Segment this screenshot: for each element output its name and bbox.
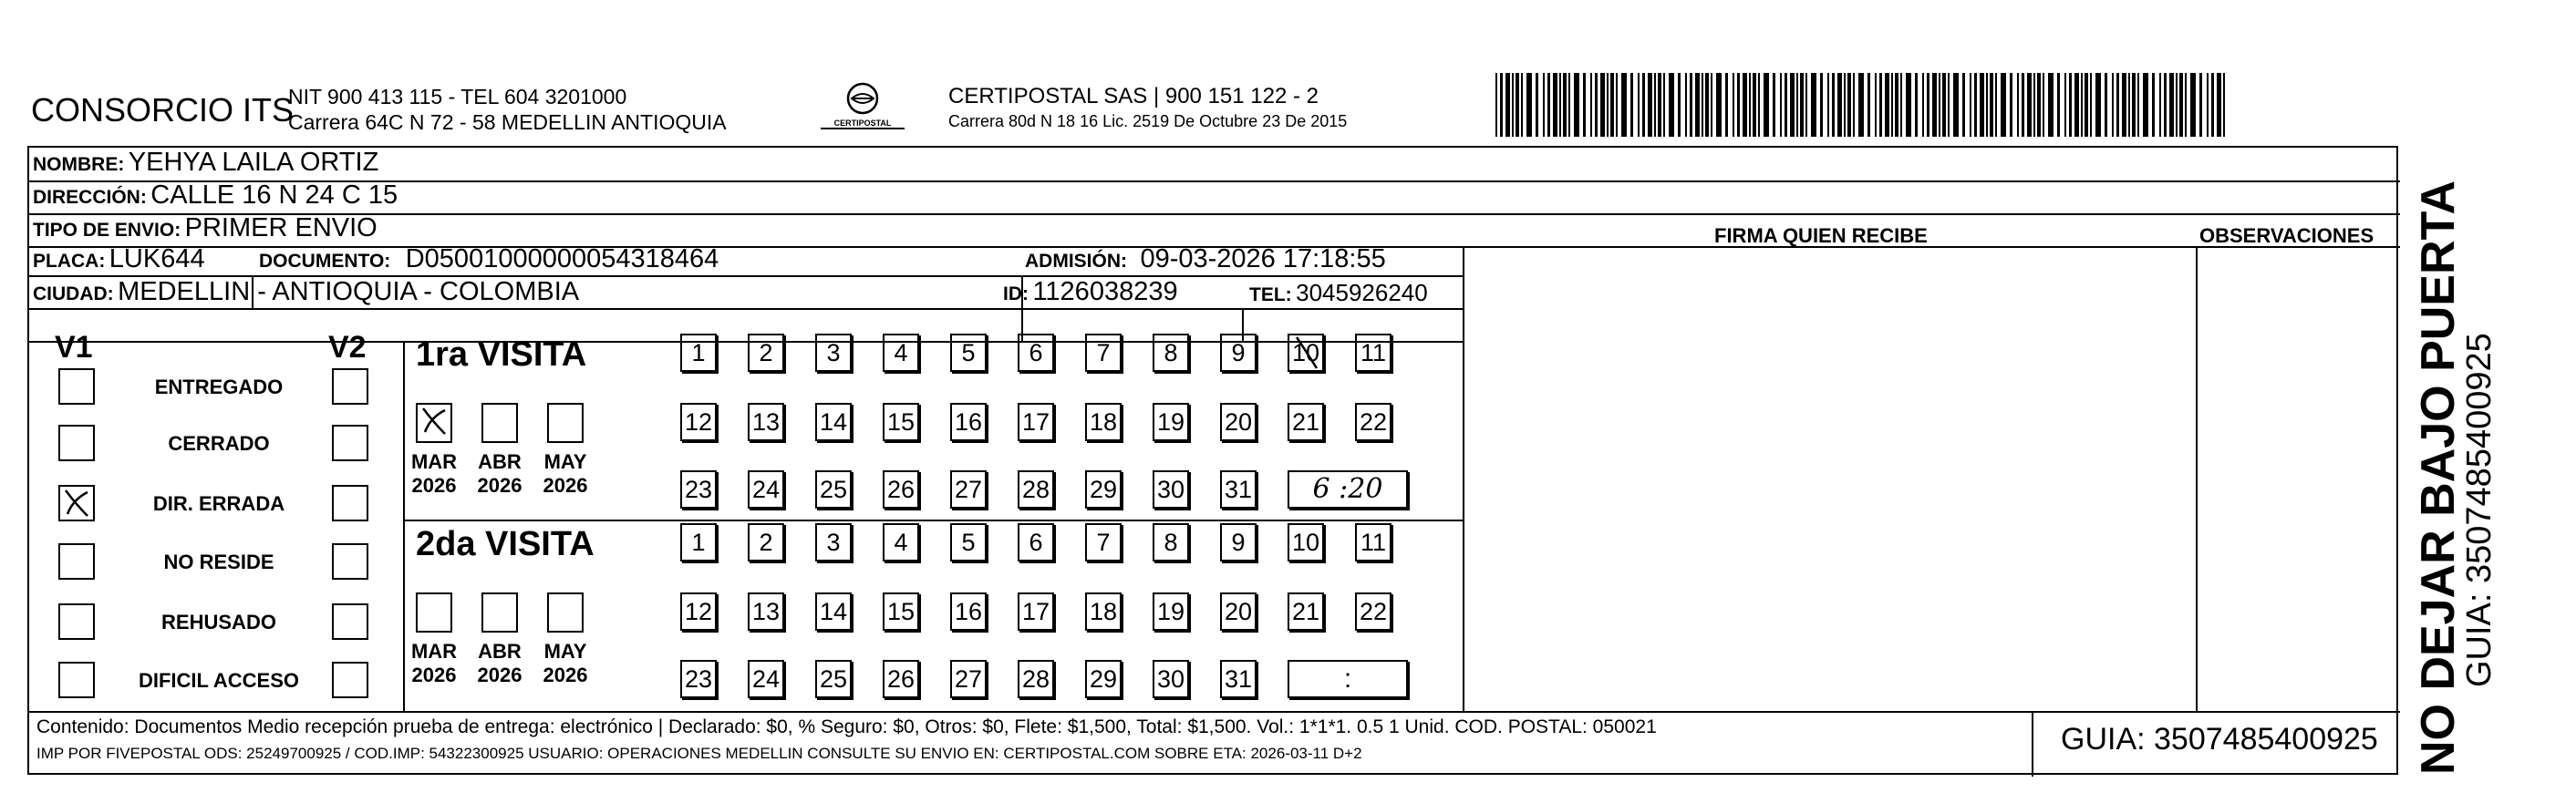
placa-value: LUK644 <box>109 244 205 273</box>
time-box[interactable]: : <box>1288 660 1408 698</box>
visit-title: 1ra VISITA <box>416 335 587 374</box>
day-box[interactable]: 10 <box>1288 334 1324 372</box>
day-box[interactable]: 29 <box>1085 470 1122 509</box>
month-year: 2026 <box>477 664 522 686</box>
company-address: Carrera 64C N 72 - 58 MEDELLIN ANTIOQUIA <box>288 110 727 134</box>
day-box[interactable]: 13 <box>748 403 784 441</box>
nombre-field <box>33 148 378 178</box>
day-box[interactable]: 31 <box>1220 470 1257 509</box>
company-nit: NIT 900 413 115 - TEL 604 3201000 <box>288 85 627 108</box>
direccion-field <box>33 180 398 211</box>
day-box[interactable]: 25 <box>815 660 852 698</box>
nombre-label: NOMBRE: <box>33 154 125 175</box>
day-box[interactable]: 19 <box>1153 592 1189 631</box>
day-box[interactable]: 2 <box>748 334 784 372</box>
month-name: ABR <box>478 640 522 663</box>
logo-text: CERTIPOSTAL <box>821 118 905 129</box>
time-box[interactable]: 6 :20 <box>1288 470 1408 509</box>
month-year: 2026 <box>411 664 457 686</box>
visit-title: 2da VISITA <box>416 525 595 563</box>
status-v1-checkbox[interactable] <box>58 543 95 580</box>
status-v2-checkbox[interactable] <box>332 485 368 521</box>
month-checkbox[interactable] <box>547 403 584 443</box>
footer-content: Contenido: Documentos Medio recepción prueba de entrega: electrónico | Declarado: $0, % Seguro: $0, Otros: $0, Flete: $1,500, Total: $1,500. Vol.: 1*1*1. 0.5 1 Unid. COD. POSTAL: 050021 <box>36 716 1657 737</box>
day-box[interactable]: 23 <box>680 470 717 509</box>
day-box[interactable]: 15 <box>883 403 919 441</box>
tel-label: TEL: <box>1249 284 1292 305</box>
month-label <box>538 640 593 687</box>
ciudad-label: CIUDAD: <box>33 283 114 304</box>
month-name: MAY <box>543 450 587 473</box>
day-box[interactable]: 13 <box>748 592 784 631</box>
nombre-value: YEHYA LAILA ORTIZ <box>128 148 379 177</box>
direccion-label: DIRECCIÓN: <box>33 187 147 208</box>
day-box[interactable]: 15 <box>883 592 919 631</box>
side-panel <box>2407 146 2508 775</box>
month-checkbox[interactable] <box>481 403 518 443</box>
placa-label: PLACA: <box>33 251 106 272</box>
tel-field <box>1249 279 1428 307</box>
v1-header: V1 <box>55 330 93 365</box>
day-box[interactable]: 30 <box>1153 660 1189 698</box>
day-box[interactable]: 26 <box>883 470 919 509</box>
day-box[interactable]: 24 <box>748 660 784 698</box>
day-box[interactable]: 9 <box>1220 334 1257 372</box>
day-box[interactable]: 5 <box>950 334 987 372</box>
id-value: 1126038239 <box>1032 277 1178 306</box>
day-box[interactable]: 1 <box>680 523 717 561</box>
month-label <box>407 640 461 687</box>
day-box[interactable]: 31 <box>1220 660 1257 698</box>
day-box[interactable]: 21 <box>1288 592 1324 631</box>
day-box[interactable]: 26 <box>883 660 919 698</box>
month-label <box>472 450 527 498</box>
month-checkbox[interactable] <box>416 592 452 633</box>
month-label <box>407 450 461 498</box>
documento-label: DOCUMENTO: <box>259 251 391 272</box>
day-box[interactable]: 8 <box>1153 334 1189 372</box>
month-name: MAR <box>410 640 458 663</box>
certipostal-logo <box>821 78 905 139</box>
day-box[interactable]: 11 <box>1355 523 1391 561</box>
footer-guia: GUIA: 3507485400925 <box>2061 722 2378 757</box>
status-v1-checkbox[interactable] <box>58 425 95 461</box>
day-box[interactable]: 14 <box>815 592 852 631</box>
status-v1-checkbox[interactable] <box>58 368 95 405</box>
month-label <box>472 640 527 687</box>
day-box[interactable]: 2 <box>748 523 784 561</box>
guide-frame <box>27 146 2398 775</box>
day-box[interactable]: 22 <box>1355 403 1391 441</box>
day-box[interactable]: 17 <box>1018 403 1054 441</box>
id-field <box>1003 277 1178 307</box>
status-v1-checkbox[interactable] <box>58 662 95 698</box>
day-box[interactable]: 11 <box>1355 334 1391 372</box>
month-checkbox[interactable] <box>416 403 452 443</box>
month-year: 2026 <box>477 474 522 497</box>
documento-field <box>259 244 719 274</box>
documento-value: D05001000000054318464 <box>405 244 719 273</box>
day-box[interactable]: 17 <box>1018 592 1054 631</box>
month-checkbox[interactable] <box>547 592 584 633</box>
company-name: CONSORCIO ITS <box>31 91 295 129</box>
month-year: 2026 <box>543 474 588 497</box>
day-box[interactable]: 14 <box>815 403 852 441</box>
status-v2-checkbox[interactable] <box>332 543 368 580</box>
carrier-address: Carrera 80d N 18 16 Lic. 2519 De Octubre 23 De 2015 <box>948 112 1348 130</box>
tel-value: 3045926240 <box>1296 279 1428 306</box>
day-box[interactable]: 25 <box>815 470 852 509</box>
ciudad-value: MEDELLIN - ANTIOQUIA - COLOMBIA <box>118 277 580 306</box>
month-year: 2026 <box>543 664 588 686</box>
day-box[interactable]: 20 <box>1220 592 1257 631</box>
status-v2-checkbox[interactable] <box>332 368 368 405</box>
status-v1-checkbox[interactable] <box>58 485 95 521</box>
day-box[interactable]: 27 <box>950 470 987 509</box>
month-name: ABR <box>478 450 522 473</box>
carrier-name: CERTIPOSTAL SAS | 900 151 122 - 2 <box>948 84 1319 108</box>
day-box[interactable]: 6 <box>1018 523 1054 561</box>
footer-print-info: IMP POR FIVEPOSTAL ODS: 25249700925 / COD.IMP: 54322300925 USUARIO: OPERACIONES MEDELLIN CONSULTE SU ENVIO EN: CERTIPOSTAL.COM SOBRE ETA: 2026-03-11 D+2 <box>36 745 1362 762</box>
side-guia: GUIA: 3507485400925 <box>2460 333 2498 687</box>
day-box[interactable]: 3 <box>815 523 852 561</box>
day-box[interactable]: 6 <box>1018 334 1054 372</box>
day-box[interactable]: 16 <box>950 592 987 631</box>
firma-header: FIRMA QUIEN RECIBE <box>1714 224 1928 247</box>
carrier-info <box>948 84 1347 133</box>
v2-header: V2 <box>328 330 367 365</box>
day-box[interactable]: 22 <box>1355 592 1391 631</box>
day-box[interactable]: 12 <box>680 592 717 631</box>
direccion-value: CALLE 16 N 24 C 15 <box>150 180 398 210</box>
day-box[interactable]: 21 <box>1288 403 1324 441</box>
status-label: REHUSADO <box>161 611 276 633</box>
status-label: CERRADO <box>168 432 270 455</box>
id-label: ID: <box>1003 283 1029 304</box>
month-name: MAY <box>543 640 587 663</box>
day-box[interactable]: 7 <box>1085 523 1122 561</box>
admision-field <box>1025 244 1386 274</box>
status-label: ENTREGADO <box>154 376 284 398</box>
day-box[interactable]: 4 <box>883 334 919 372</box>
day-box[interactable]: 5 <box>950 523 987 561</box>
day-box[interactable]: 28 <box>1018 660 1054 698</box>
day-box[interactable]: 29 <box>1085 660 1122 698</box>
month-checkbox[interactable] <box>481 592 518 633</box>
tipo-envio-field <box>33 213 378 243</box>
day-box[interactable]: 30 <box>1153 470 1189 509</box>
day-box[interactable]: 20 <box>1220 403 1257 441</box>
status-label: DIFICIL ACCESO <box>138 669 299 692</box>
admision-value: 09-03-2026 17:18:55 <box>1140 244 1386 273</box>
status-v2-checkbox[interactable] <box>332 603 368 640</box>
status-label: NO RESIDE <box>163 551 274 573</box>
tipo-envio-value: PRIMER ENVIO <box>184 213 378 242</box>
day-box[interactable]: 9 <box>1220 523 1257 561</box>
side-warning: NO DEJAR BAJO PUERTA <box>2412 180 2465 775</box>
day-box[interactable]: 24 <box>748 470 784 509</box>
placa-field <box>33 244 205 274</box>
status-label: DIR. ERRADA <box>152 492 285 515</box>
day-box[interactable]: 23 <box>680 660 717 698</box>
day-box[interactable]: 19 <box>1153 403 1189 441</box>
admision-label: ADMISIÓN: <box>1025 251 1127 272</box>
observaciones-header: OBSERVACIONES <box>2199 224 2374 247</box>
month-label <box>538 450 593 498</box>
day-box[interactable]: 27 <box>950 660 987 698</box>
day-box[interactable]: 18 <box>1085 403 1122 441</box>
month-year: 2026 <box>411 474 457 497</box>
ciudad-field <box>33 277 579 307</box>
day-box[interactable]: 12 <box>680 403 717 441</box>
company-info <box>288 84 727 135</box>
status-v2-checkbox[interactable] <box>332 662 368 698</box>
status-v2-checkbox[interactable] <box>332 425 368 461</box>
day-box[interactable]: 7 <box>1085 334 1122 372</box>
day-box[interactable]: 1 <box>680 334 717 372</box>
barcode <box>1495 73 2225 137</box>
month-name: MAR <box>410 450 458 473</box>
day-box[interactable]: 18 <box>1085 592 1122 631</box>
day-box[interactable]: 3 <box>815 334 852 372</box>
day-box[interactable]: 10 <box>1288 523 1324 561</box>
tipo-envio-label: TIPO DE ENVIO: <box>33 220 181 241</box>
day-box[interactable]: 28 <box>1018 470 1054 509</box>
day-box[interactable]: 16 <box>950 403 987 441</box>
day-mark <box>1288 334 1324 376</box>
day-box[interactable]: 8 <box>1153 523 1189 561</box>
day-box[interactable]: 4 <box>883 523 919 561</box>
status-v1-checkbox[interactable] <box>58 603 95 640</box>
